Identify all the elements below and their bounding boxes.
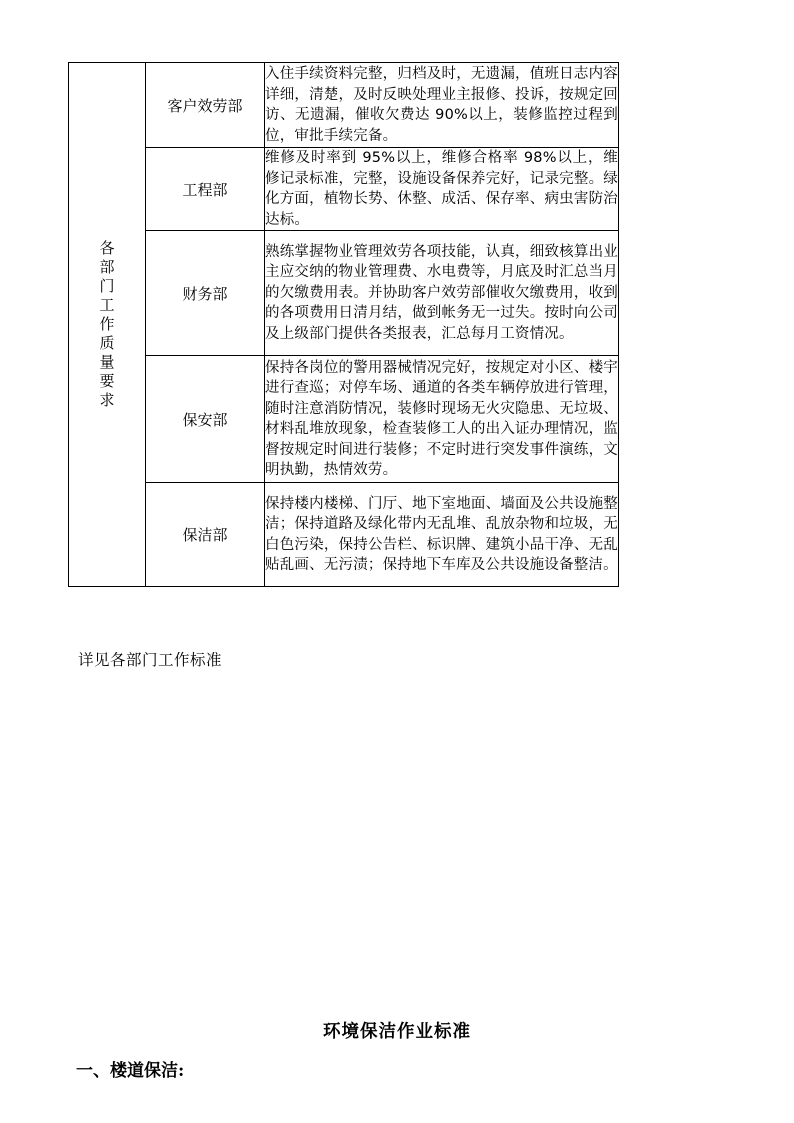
requirement-cell: 维修及时率到 95%以上，维修合格率 98%以上，维修记录标准，完整，设施设备保养完好，记录完整。绿化方面，植物长势、休整、成活、保存率、病虫害防治达标。 [265, 148, 619, 231]
department-cell: 保安部 [146, 356, 265, 483]
quality-requirements-table [68, 62, 619, 587]
requirement-cell: 熟练掌握物业管理效劳各项技能，认真，细致核算出业主应交纳的物业管理费、水电费等，月底及时汇总当月的欠缴费用表。并协助客户效劳部催收欠缴费用，收到的各项费用日清月结，做到帐务无一过失。按时向公司及上级部门提供各类报表，汇总每月工资情况。 [265, 231, 619, 356]
table-row [69, 483, 619, 587]
group-label-char: 量 [99, 353, 115, 371]
group-label-vertical [99, 239, 114, 410]
requirement-cell: 入住手续资料完整，归档及时，无遗漏，值班日志内容详细，清楚，及时反映处理业主报修、投诉，按规定回访、无遗漏，催收欠费达 90%以上，装修监控过程到位，审批手续完备。 [265, 63, 619, 148]
table-row [69, 148, 619, 231]
group-label-char: 质 [99, 334, 115, 352]
group-label-char: 门 [99, 277, 115, 295]
table-row [69, 231, 619, 356]
department-cell: 财务部 [146, 231, 265, 356]
section-title: 环境保洁作业标准 [323, 1022, 471, 1042]
group-label-char: 工 [99, 296, 115, 314]
reference-note: 详见各部门工作标准 [78, 651, 223, 669]
requirement-cell: 保持楼内楼梯、门厅、地下室地面、墙面及公共设施整洁；保持道路及绿化带内无乱堆、乱放杂物和垃圾，无白色污染，保持公告栏、标识牌、建筑小品干净、无乱贴乱画、无污渍；保持地下车库及公共设施设备整洁。 [265, 483, 619, 587]
subsection-heading: 一、楼道保洁: [76, 1061, 185, 1081]
table-row [69, 356, 619, 483]
group-label-char: 部 [99, 258, 115, 276]
requirement-cell: 保持各岗位的警用器械情况完好，按规定对小区、楼宇进行查巡；对停车场、通道的各类车辆停放进行管理，随时注意消防情况，装修时现场无火灾隐患、无垃圾、材料乱堆放现象，检查装修工人的出入证办理情况，监督按规定时间进行装修；不定时进行突发事件演练，文明执勤，热情效劳。 [265, 356, 619, 483]
table-row [69, 63, 619, 148]
group-label-char: 作 [99, 315, 115, 333]
department-cell: 客户效劳部 [146, 63, 265, 148]
department-cell: 工程部 [146, 148, 265, 231]
group-label-char: 要 [99, 372, 115, 390]
group-label-cell [69, 63, 146, 587]
group-label-char: 各 [99, 239, 115, 257]
department-cell: 保洁部 [146, 483, 265, 587]
group-label-char: 求 [99, 391, 115, 409]
